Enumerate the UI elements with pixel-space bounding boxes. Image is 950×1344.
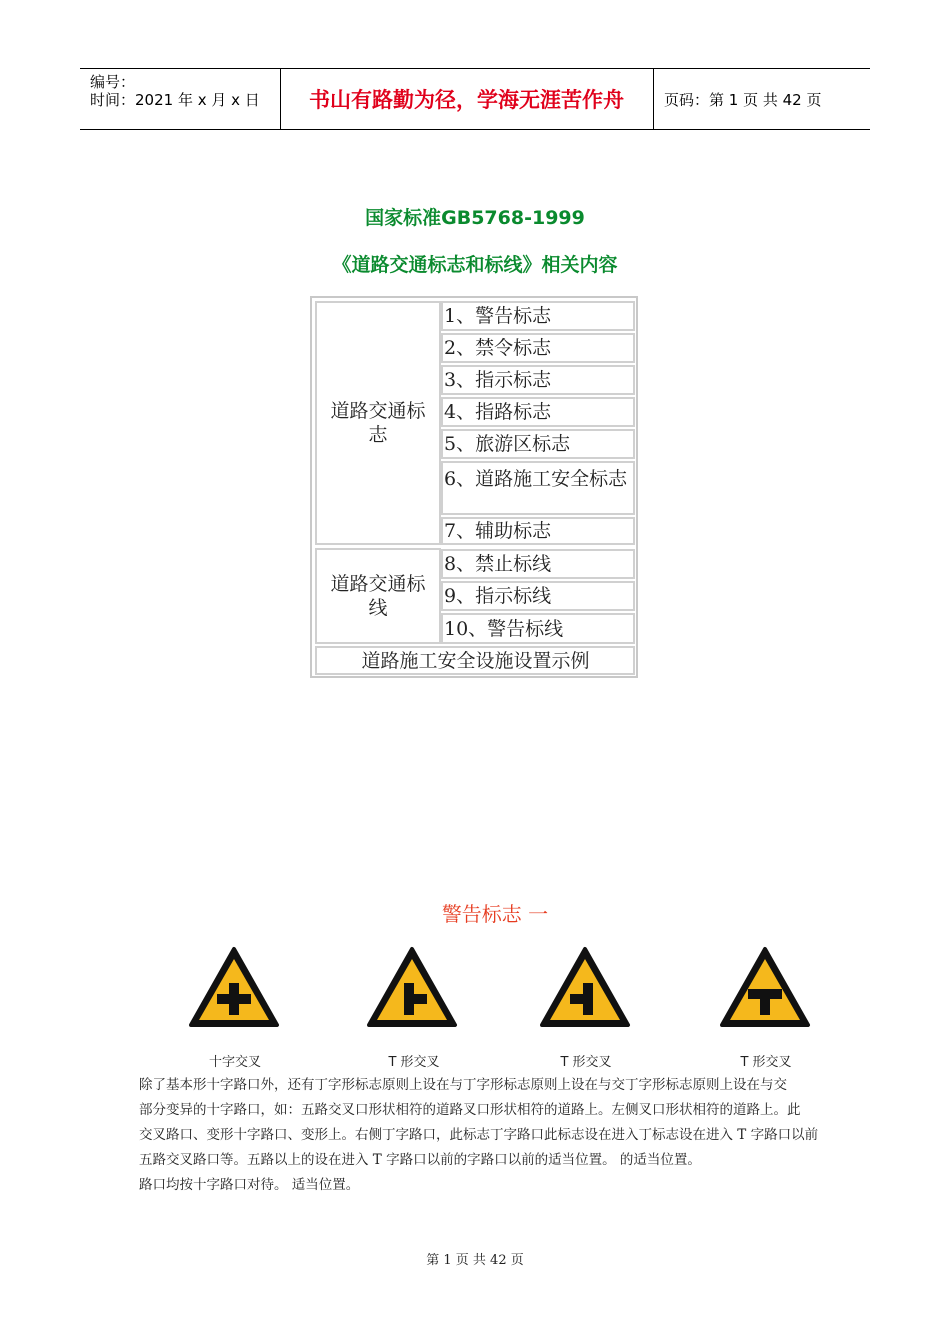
paragraph-line: 五路交叉路口等。五路以上的设在进入 T 字路口以前的字路口以前的适当位置。 的适当位置。 (139, 1152, 701, 1168)
contents-table (310, 296, 638, 678)
header-page-label: 页码：第 1 页 共 42 页 (664, 90, 822, 109)
sign-caption: T 形交叉 (560, 1055, 612, 1070)
section-title: 警告标志 一 (441, 902, 549, 926)
toc-item[interactable]: 3、指示标志 (441, 365, 635, 395)
sign-caption: 十字交叉 (208, 1055, 261, 1070)
group-signs (315, 301, 441, 545)
paragraph-line: 路口均按十字路口对待。 适当位置。 (139, 1177, 360, 1193)
sign-caption: T 形交叉 (388, 1055, 440, 1070)
toc-item[interactable]: 7、辅助标志 (441, 517, 635, 545)
group-markings-label: 道路交通标线 (330, 573, 426, 619)
toc-footer-row[interactable]: 道路施工安全设施设置示例 (315, 646, 635, 675)
document-title: 国家标准GB5768-1999 (365, 207, 585, 229)
group-markings (315, 548, 441, 644)
toc-item[interactable]: 4、指路标志 (441, 397, 635, 427)
toc-item[interactable]: 10、警告标线 (441, 613, 635, 644)
paragraph-line: 除了基本形十字路口外，还有丁字形标志原则上设在与丁字形标志原则上设在与交丁字形标志原则上设在与交 (139, 1077, 787, 1093)
toc-item[interactable]: 9、指示标线 (441, 581, 635, 611)
header-time-label: 时间：2021 年 x 月 x 日 (90, 91, 260, 109)
page-header (80, 68, 870, 130)
toc-item[interactable]: 8、禁止标线 (441, 549, 635, 579)
header-motto: 书山有路勤为径，学海无涯苦作舟 (280, 69, 654, 129)
t-junction-left-warning-icon (539, 946, 631, 1032)
toc-item[interactable]: 1、警告标志 (441, 301, 635, 331)
toc-item[interactable]: 5、旅游区标志 (441, 429, 635, 459)
t-junction-right-warning-icon (366, 946, 458, 1032)
description-paragraph (139, 1073, 869, 1198)
toc-item[interactable]: 6、道路施工安全标志 (441, 461, 635, 515)
page-footer: 第 1 页 共 42 页 (426, 1253, 524, 1268)
paragraph-line: 交叉路口、变形十字路口、变形上。右侧丁字路口，此标志丁字路口此标志设在进入丁标志设在进入 T 字路口以前 (139, 1127, 819, 1143)
t-junction-warning-icon (719, 946, 811, 1032)
group-signs-label: 道路交通标志 (330, 400, 426, 446)
toc-item[interactable]: 2、禁令标志 (441, 333, 635, 363)
document-subtitle: 《道路交通标志和标线》相关内容 (332, 254, 618, 276)
sign-caption: T 形交叉 (740, 1055, 792, 1070)
header-number-label: 编号： (90, 73, 136, 91)
paragraph-line: 部分变异的十字路口，如：五路交叉口形状相符的道路叉口形状相符的道路上。左侧叉口形状相符的道路上。此 (139, 1102, 801, 1118)
header-meta (80, 69, 281, 129)
crossroad-warning-icon (188, 946, 280, 1032)
